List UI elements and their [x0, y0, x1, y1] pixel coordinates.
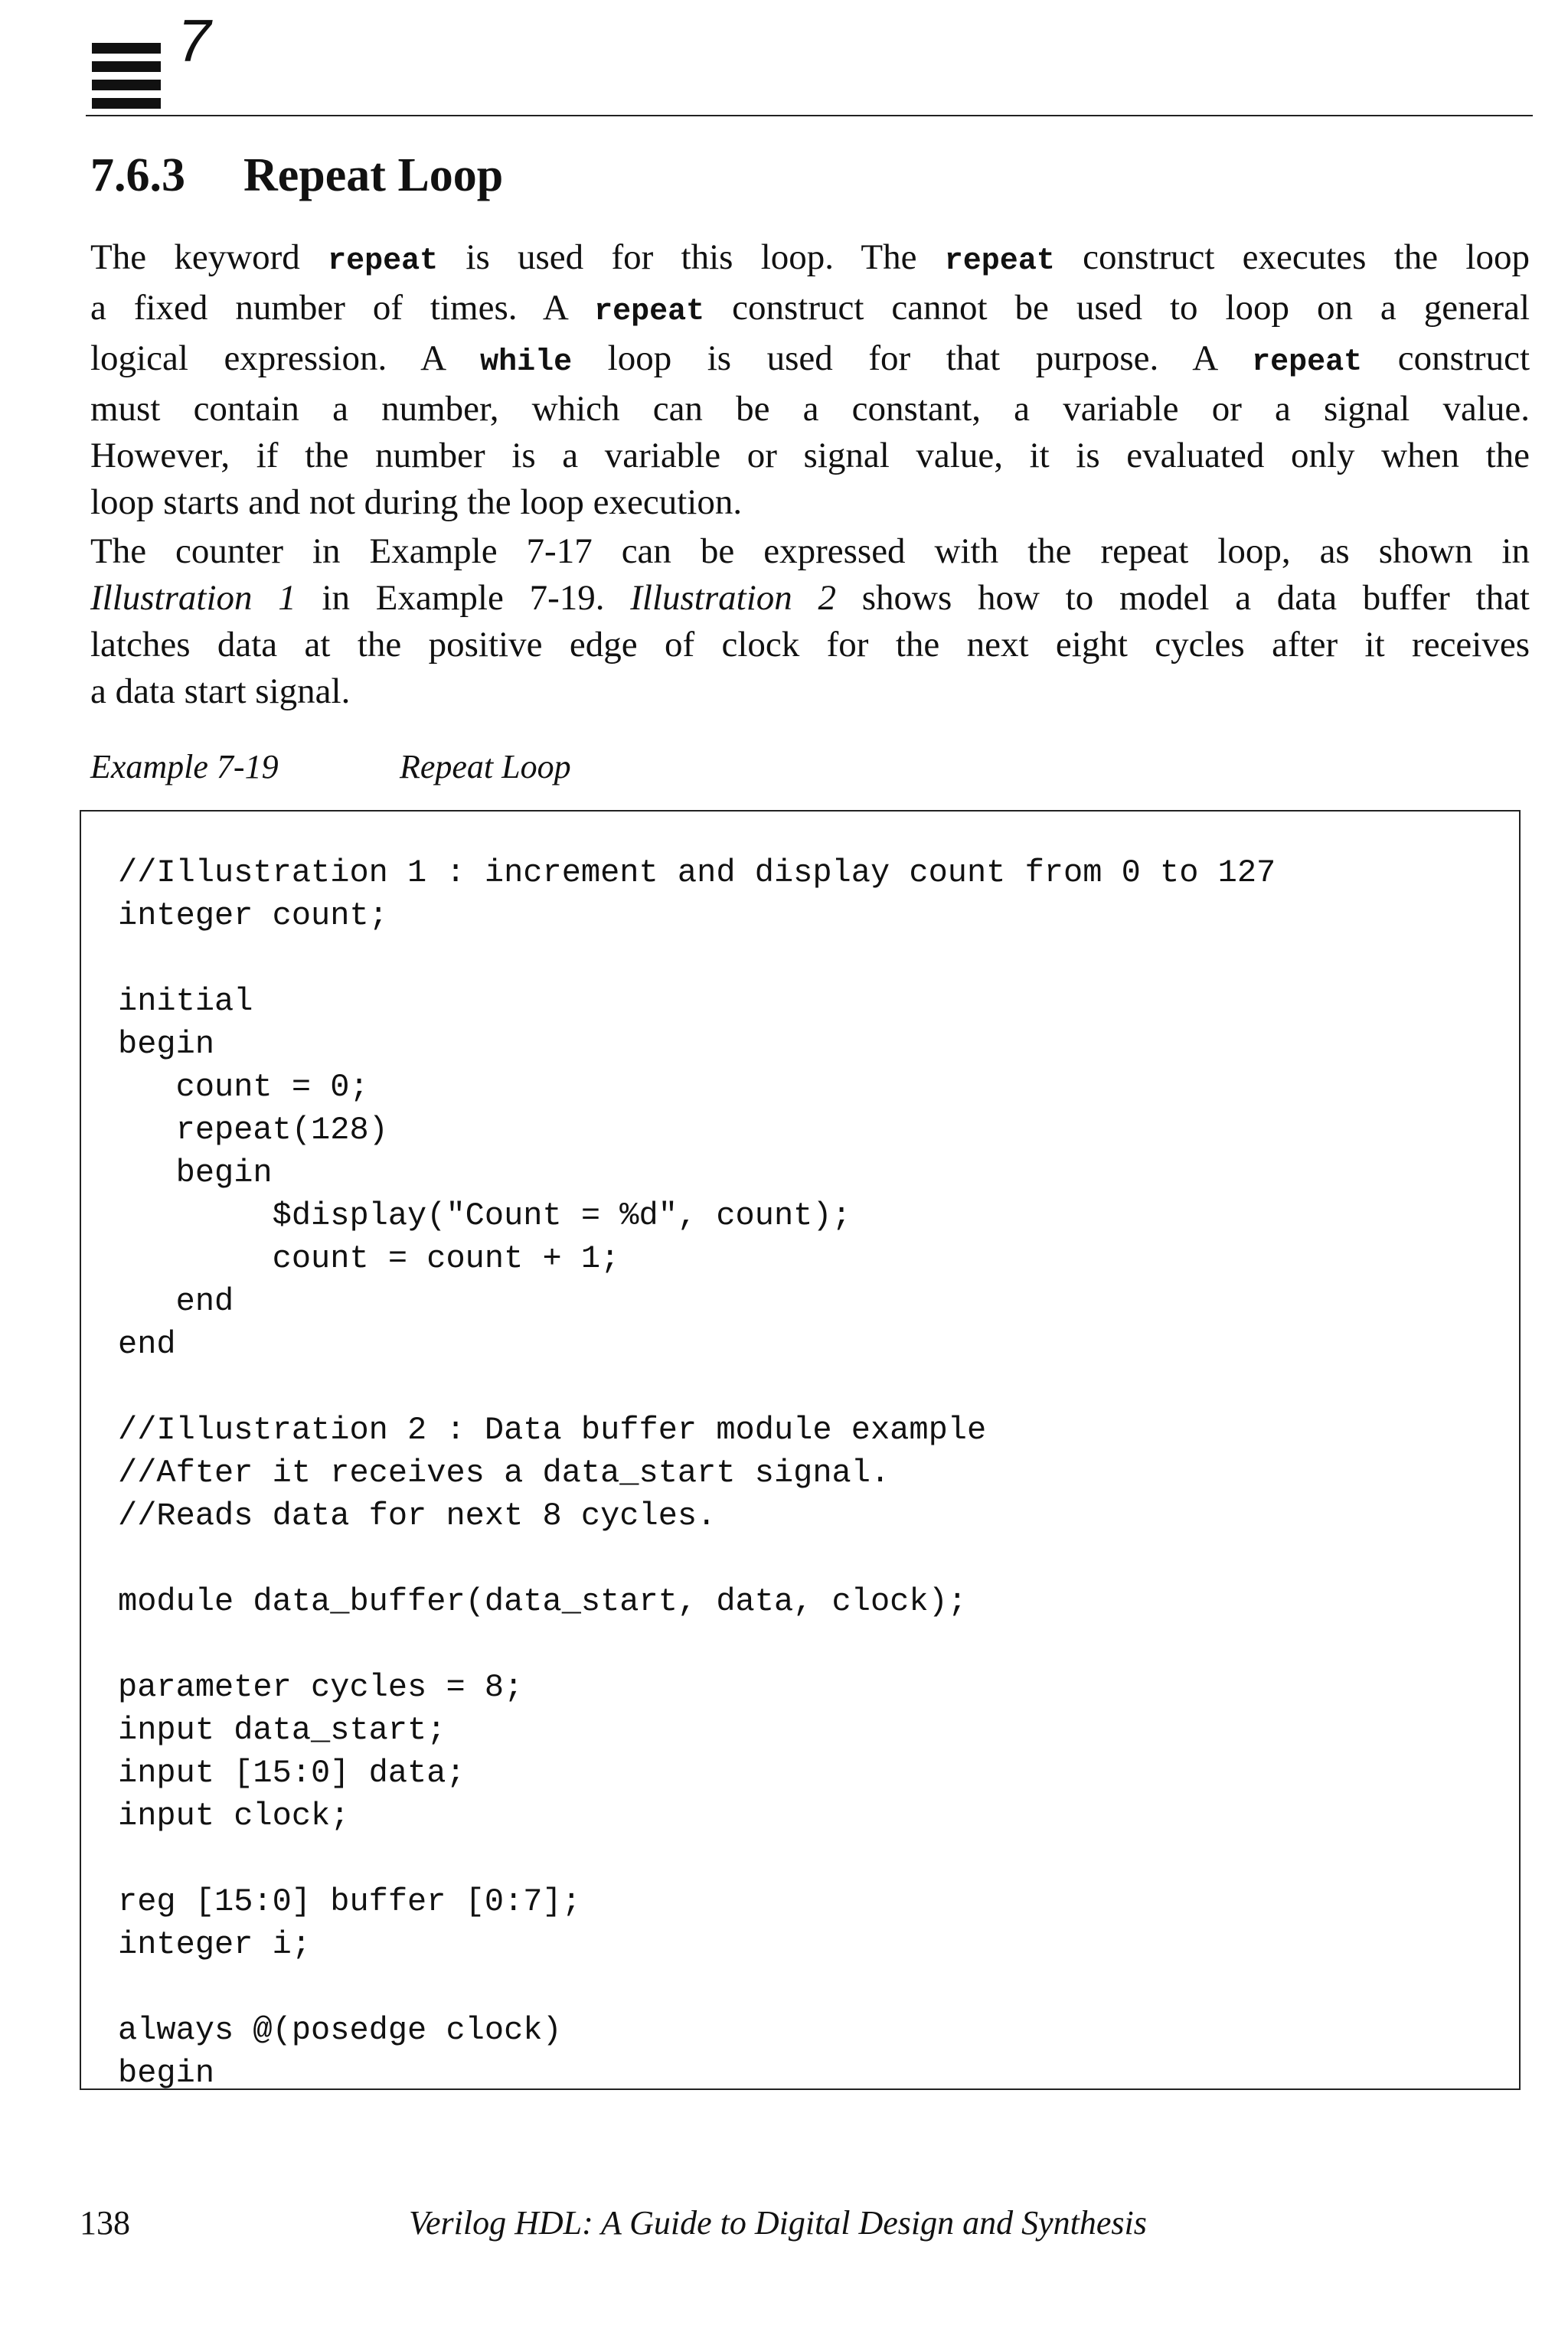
paragraph-line: a data start signal.: [90, 671, 351, 711]
paragraph-line: latches data at the positive edge of clock for the next eight cycles after it receives: [90, 625, 1530, 665]
keyword: repeat: [328, 244, 439, 279]
code-line: begin: [118, 1154, 273, 1191]
paragraph-line: However, if the number is a variable or signal value, it is evaluated only when the: [90, 436, 1530, 475]
paragraph-line: [90, 234, 1530, 285]
keyword: repeat: [1252, 345, 1363, 380]
code-line: begin: [118, 2055, 215, 2092]
section-number: 7.6.3: [90, 149, 185, 201]
code-line: count = 0;: [118, 1069, 369, 1105]
keyword: repeat: [594, 295, 705, 329]
code-line: $display("Count = %d", count);: [118, 1197, 851, 1234]
code-line: module data_buffer(data_start, data, clock);: [118, 1583, 967, 1620]
code-line: end: [118, 1326, 176, 1363]
example-label: Example 7-19: [90, 748, 279, 785]
paragraph-repeat-description: [90, 234, 1530, 526]
code-line: [118, 1623, 1276, 1666]
code-line: integer i;: [118, 1926, 312, 1963]
text-run: Illustration 2: [630, 578, 836, 618]
example-caption: [90, 747, 571, 786]
paragraph-line: must contain a number, which can be a constant, a variable or a signal value.: [90, 389, 1530, 429]
text-run: a fixed number of times. A: [90, 288, 595, 328]
example-title: Repeat Loop: [400, 748, 571, 785]
text-run: logical expression. A: [90, 338, 481, 378]
code-line: reg [15:0] buffer [0:7];: [118, 1883, 581, 1920]
code-line: repeat(128): [118, 1112, 388, 1148]
code-line: //Reads data for next 8 cycles.: [118, 1497, 717, 1534]
code-line: parameter cycles = 8;: [118, 1669, 524, 1706]
paragraph-example-intro: [90, 528, 1530, 715]
keyword: repeat: [944, 244, 1055, 279]
paragraph-line: [90, 285, 1530, 335]
chapter-marker-icon: [92, 21, 168, 98]
section-heading: [90, 147, 503, 204]
text-run: shows how to model a data buffer that: [836, 578, 1530, 618]
code-listing: [118, 851, 1276, 2095]
code-line: [118, 937, 1276, 980]
code-line: always @(posedge clock): [118, 2012, 562, 2049]
section-title: Repeat Loop: [243, 149, 504, 201]
code-line: initial: [118, 983, 253, 1020]
code-line: input clock;: [118, 1798, 350, 1834]
code-line: //Illustration 2 : Data buffer module example: [118, 1412, 987, 1448]
code-line: input [15:0] data;: [118, 1755, 466, 1791]
chapter-number: 7: [178, 7, 211, 74]
text-run: construct executes the loop: [1054, 237, 1530, 277]
paragraph-line: [90, 575, 1530, 622]
paragraph-line: The counter in Example 7-17 can be expressed with the repeat loop, as shown in: [90, 531, 1530, 571]
code-line: integer count;: [118, 897, 388, 934]
text-run: is used for this loop. The: [438, 237, 945, 277]
book-title: Verilog HDL: A Guide to Digital Design and Synthesis: [409, 2204, 1147, 2242]
text-run: The keyword: [90, 237, 328, 277]
code-listing-box: [80, 810, 1521, 2090]
text-run: construct: [1362, 338, 1530, 378]
code-line: [118, 1537, 1276, 1580]
code-line: [118, 1366, 1276, 1409]
code-line: count = count + 1;: [118, 1240, 620, 1277]
page-number: 138: [80, 2204, 130, 2242]
code-line: [118, 1837, 1276, 1880]
code-line: input data_start;: [118, 1712, 446, 1749]
text-run: construct cannot be used to loop on a general: [704, 288, 1530, 328]
text-run: Illustration 1: [90, 578, 296, 618]
code-line: //After it receives a data_start signal.: [118, 1455, 890, 1491]
text-run: in Example 7-19.: [296, 578, 631, 618]
code-line: end: [118, 1283, 234, 1320]
header-divider: [86, 115, 1533, 116]
paragraph-line: loop starts and not during the loop execution.: [90, 482, 743, 522]
text-run: loop is used for that purpose. A: [572, 338, 1253, 378]
code-line: //Illustration 1 : increment and display count from 0 to 127: [118, 854, 1276, 891]
paragraph-line: [90, 335, 1530, 386]
code-line: begin: [118, 1026, 215, 1063]
code-line: [118, 1966, 1276, 2009]
keyword: while: [480, 345, 573, 380]
